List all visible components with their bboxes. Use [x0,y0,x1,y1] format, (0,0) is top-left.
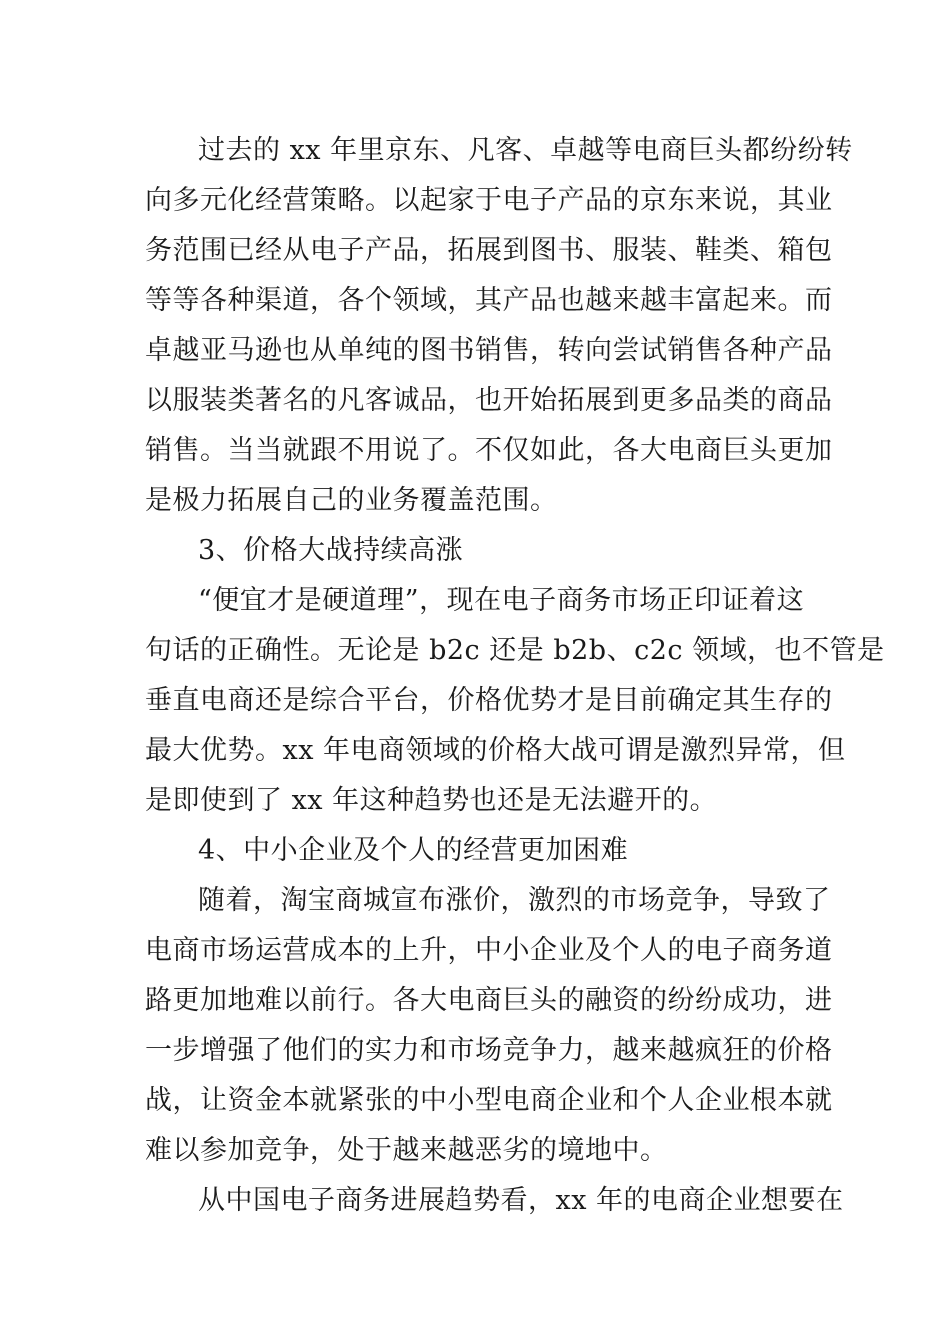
paragraph-1-line-4: 等等各种渠道，各个领域，其产品也越来越丰富起来。而 [145,285,833,316]
paragraph-2-line-2: 句话的正确性。无论是 b2c 还是 b2b、c2c 领域，也不管是 [145,635,885,666]
paragraph-3-line-4: 一步增强了他们的实力和市场竞争力，越来越疯狂的价格 [145,1035,833,1066]
paragraph-3-line-1: 随着，淘宝商城宣布涨价，激烈的市场竞争，导致了 [198,885,831,916]
paragraph-4-line-1: 从中国电子商务进展趋势看，xx 年的电商企业想要在 [198,1185,844,1216]
paragraph-3-line-5: 战，让资金本就紧张的中小型电商企业和个人企业根本就 [145,1085,833,1116]
paragraph-1-line-6: 以服装类著名的凡客诚品，也开始拓展到更多品类的商品 [145,385,833,416]
paragraph-1-line-2: 向多元化经营策略。以起家于电子产品的京东来说，其业 [145,185,833,216]
paragraph-2-line-3: 垂直电商还是综合平台，价格优势才是目前确定其生存的 [145,685,833,716]
paragraph-1-line-7: 销售。当当就跟不用说了。不仅如此，各大电商巨头更加 [145,435,833,466]
paragraph-1-line-1: 过去的 xx 年里京东、凡客、卓越等电商巨头都纷纷转 [198,135,853,166]
paragraph-2-line-4: 最大优势。xx 年电商领域的价格大战可谓是激烈异常，但 [145,735,846,766]
paragraph-2-line-5: 是即使到了 xx 年这种趋势也还是无法避开的。 [145,785,718,816]
section-heading-4: 4、中小企业及个人的经营更加困难 [198,835,629,866]
paragraph-1-line-8: 是极力拓展自己的业务覆盖范围。 [145,485,558,516]
paragraph-2-line-1: “便宜才是硬道理”，现在电子商务市场正印证着这 [198,585,805,616]
section-heading-3: 3、价格大战持续高涨 [198,535,464,566]
paragraph-3-line-2: 电商市场运营成本的上升，中小企业及个人的电子商务道 [145,935,833,966]
paragraph-1-line-3: 务范围已经从电子产品，拓展到图书、服装、鞋类、箱包 [145,235,833,266]
paragraph-3-line-6: 难以参加竞争，处于越来越恶劣的境地中。 [145,1135,668,1166]
paragraph-3-line-3: 路更加地难以前行。各大电商巨头的融资的纷纷成功，进 [145,985,833,1016]
paragraph-1-line-5: 卓越亚马逊也从单纯的图书销售，转向尝试销售各种产品 [145,335,833,366]
